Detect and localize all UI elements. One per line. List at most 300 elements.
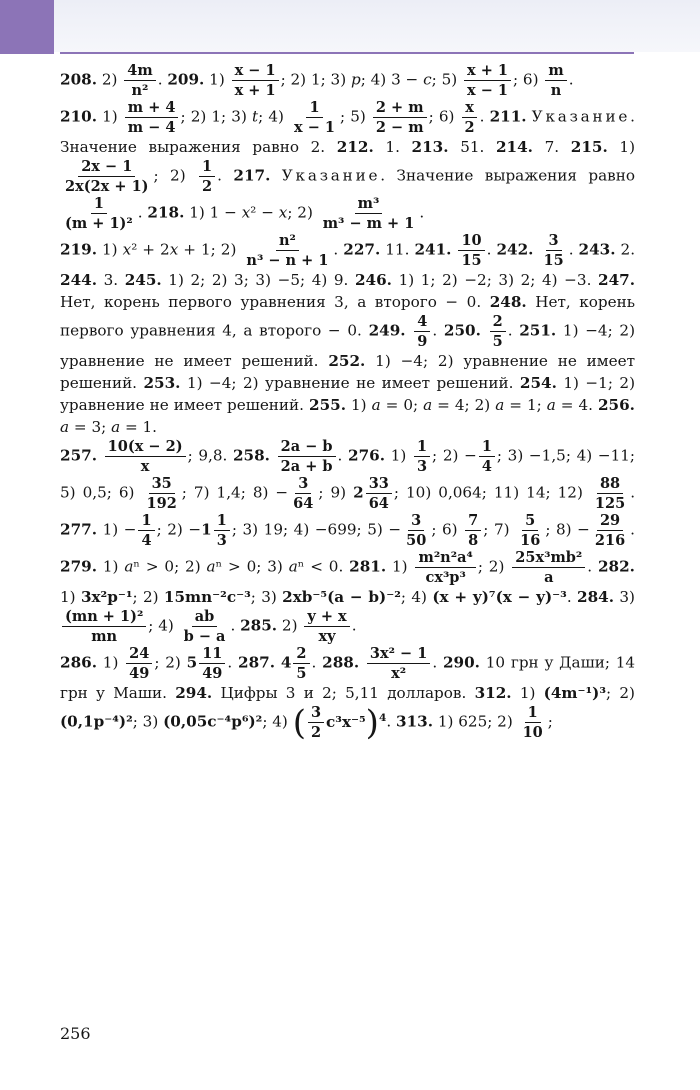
answer-text: 1) − xyxy=(97,520,137,539)
answer-text: a xyxy=(371,396,381,414)
answer-text: . xyxy=(507,321,520,340)
problem-number: 250. xyxy=(443,321,481,340)
fraction xyxy=(126,645,152,682)
answer-text xyxy=(359,654,365,672)
answer-text: ; 2) xyxy=(606,684,635,702)
fraction-numerator: 2a − b xyxy=(278,438,336,457)
parenthesized-power: ( $\frac{3}{2}$ c³x⁻⁵)$^4$ xyxy=(292,702,387,743)
answer-text: ; 4) xyxy=(400,588,433,606)
fraction-denominator: 8 xyxy=(468,532,479,549)
fraction xyxy=(125,99,179,136)
fraction-numerator: 3 xyxy=(408,512,424,531)
answer-text: 2) xyxy=(277,616,303,635)
answer-text: . xyxy=(351,616,357,635)
fraction-numerator: 1 xyxy=(214,512,230,531)
answer-text: ; 3) xyxy=(250,588,283,606)
problem-number: 288. xyxy=(322,653,360,672)
answer-text: 1) xyxy=(511,684,544,702)
answer-text: ; 4) xyxy=(262,712,293,731)
fraction-numerator: ab xyxy=(192,608,218,627)
problem-number: 249. xyxy=(368,321,406,340)
answer-text: a xyxy=(423,396,433,414)
fraction xyxy=(403,512,429,549)
fraction xyxy=(520,704,546,741)
answer-text: . xyxy=(479,107,490,126)
problem-number: 276. xyxy=(348,446,386,465)
fraction-denominator: b − a xyxy=(183,628,226,645)
answer-text: 1) xyxy=(60,588,81,606)
fraction-numerator: 2x − 1 xyxy=(78,158,135,177)
fraction xyxy=(458,232,484,269)
answer-text: ; 10) 0,064; 11) 14; 12) xyxy=(393,483,590,502)
fraction-denominator: 3 xyxy=(416,458,428,475)
problem-number: 215. xyxy=(570,138,608,156)
problem-number: 219. xyxy=(60,240,97,259)
answer-text: . Значение выражения равно xyxy=(380,166,636,185)
answer-text: a xyxy=(124,557,134,576)
answer-text: = 1; xyxy=(504,396,547,414)
fraction-denominator: 9 xyxy=(417,333,428,350)
fraction xyxy=(462,99,478,136)
problem-number: 251. xyxy=(519,321,557,340)
fraction-denominator: 4 xyxy=(141,532,152,549)
fraction xyxy=(517,512,543,549)
answer-text: 1) xyxy=(607,138,635,156)
answer-text: ; 6) xyxy=(428,107,460,126)
answer-text: 1) xyxy=(97,240,123,259)
answer-text: = 0; xyxy=(380,396,424,414)
answer-text: ² − xyxy=(250,203,279,222)
answer-text: ; 2) xyxy=(153,166,198,185)
fraction-denominator: 16 xyxy=(520,532,541,549)
fraction-denominator: 216 xyxy=(594,532,626,549)
fraction xyxy=(304,608,349,645)
answer-text: Указание xyxy=(281,166,381,185)
fraction xyxy=(490,313,506,350)
fraction-numerator: x − 1 xyxy=(232,62,279,81)
fraction xyxy=(278,438,336,475)
answer-text xyxy=(451,241,456,259)
answer-text: 51. xyxy=(448,138,496,156)
answer-text: 3x²p⁻¹ xyxy=(80,588,133,606)
answer-text xyxy=(406,322,413,340)
fraction-numerator: n² xyxy=(276,232,299,251)
answer-text: ; 2) xyxy=(477,557,511,576)
problem-number: 294. xyxy=(175,684,213,702)
fraction-denominator: x + 1 xyxy=(234,82,276,99)
fraction xyxy=(144,475,180,512)
answer-text: ; 9,8. xyxy=(187,446,233,465)
fraction-denominator: 192 xyxy=(146,495,177,512)
answer-text: t xyxy=(251,107,259,126)
problem-number: 290. xyxy=(442,653,480,672)
answer-text: . xyxy=(137,203,148,222)
answer-text: ; 2) − xyxy=(432,446,477,465)
answer-text: 7. xyxy=(532,138,571,156)
answer-text: 1) xyxy=(97,557,125,576)
problem-number: 210. xyxy=(60,107,97,126)
answer-text: ; 6) xyxy=(431,520,464,539)
answer-text: . xyxy=(432,321,444,340)
answer-text: 1) 1 − xyxy=(184,203,242,222)
answer-paragraph xyxy=(60,645,635,741)
fraction-numerator: 11 xyxy=(199,645,225,664)
problem-number: 247. xyxy=(598,271,635,289)
answer-text: 1) xyxy=(386,557,414,576)
answer-text xyxy=(270,447,276,465)
fraction-denominator: x − 1 xyxy=(294,119,335,136)
problem-number: 312. xyxy=(474,684,512,702)
fraction-denominator: 4 xyxy=(481,458,492,475)
fraction xyxy=(62,608,146,645)
answer-text: ; 7) xyxy=(483,520,516,539)
fraction xyxy=(105,438,186,475)
answer-text: 1. xyxy=(373,138,412,156)
problem-number: 209. xyxy=(167,70,205,89)
problem-number: 286. xyxy=(60,653,97,672)
power-exponent: 4 xyxy=(378,710,387,724)
fraction-denominator: 2 − m xyxy=(375,119,424,136)
fraction-denominator: n³ − n + 1 xyxy=(246,252,329,269)
fraction-denominator: cx³p³ xyxy=(425,569,466,586)
answer-text: = 1. xyxy=(120,418,157,436)
fraction-numerator: 3 xyxy=(546,232,562,251)
fraction-denominator: 64 xyxy=(368,495,389,512)
fraction-numerator: 10(x − 2) xyxy=(105,438,186,457)
fraction xyxy=(243,232,331,269)
answer-text: x xyxy=(278,203,288,222)
problem-number: 284. xyxy=(577,588,615,606)
problem-number: 253. xyxy=(143,374,181,392)
fraction-denominator: x − 1 xyxy=(467,82,508,99)
fraction xyxy=(293,645,309,682)
answer-text: a xyxy=(288,557,298,576)
answer-paragraph xyxy=(60,62,635,99)
fraction xyxy=(592,475,628,512)
answer-text: . Значение выражения равно 2. xyxy=(60,107,635,156)
fraction-numerator: 25x³mb² xyxy=(512,549,585,568)
answer-text: . xyxy=(566,588,578,606)
answer-text: ; 4) xyxy=(258,107,290,126)
answer-text: 3. xyxy=(97,271,125,289)
fraction-numerator: 88 xyxy=(597,475,623,494)
answer-text: 11. xyxy=(380,240,415,259)
fraction-numerator: m xyxy=(545,62,566,81)
fraction xyxy=(214,512,230,549)
answer-text: 2. xyxy=(615,240,636,259)
fraction-denominator: 125 xyxy=(594,495,626,512)
fraction xyxy=(541,232,567,269)
fraction-denominator: m³ − m + 1 xyxy=(322,215,415,232)
fraction-numerator: 1 xyxy=(199,158,215,177)
answer-text: x xyxy=(241,203,251,222)
problem-number: 214. xyxy=(495,138,533,156)
fraction xyxy=(138,512,154,549)
fraction-denominator: n xyxy=(550,82,562,99)
answer-text: ; 3) −1,5; 4) −11; 5) 0,5; 6) xyxy=(60,446,636,502)
answer-text: ; 8) − xyxy=(545,520,590,539)
answers-text xyxy=(60,62,635,741)
answer-text: = 4. xyxy=(555,396,598,414)
fraction xyxy=(465,512,481,549)
fraction-denominator: 5 xyxy=(296,665,307,682)
answer-text: 1) 2; 2) 3; 3) −5; 4) 9. xyxy=(161,271,355,289)
answer-text: . xyxy=(337,446,349,465)
fraction-numerator: 2 xyxy=(293,645,309,664)
problem-number: 248. xyxy=(489,293,527,311)
answer-text: 1) −4; 2) уравнение не имеет решений. xyxy=(60,321,636,370)
answer-text: (x + y)⁷(x − y)⁻³ xyxy=(432,588,567,606)
problem-number: 244. xyxy=(60,271,97,289)
fraction-denominator: 2a + b xyxy=(280,458,333,475)
fraction-numerator: 3x² − 1 xyxy=(367,645,430,664)
fraction-denominator: 10 xyxy=(522,724,543,741)
answer-text: ; 2) xyxy=(132,588,164,606)
problem-number: 227. xyxy=(343,240,381,259)
answer-text: 1) xyxy=(204,70,230,89)
fraction xyxy=(199,645,225,682)
answer-text: . xyxy=(568,240,579,259)
answer-text: ; xyxy=(547,712,553,731)
answer-text: . xyxy=(311,653,323,672)
fraction xyxy=(62,195,136,232)
answer-text: . xyxy=(587,557,598,576)
fraction-denominator: mn xyxy=(91,628,118,645)
answer-text: 1) −1; 2) уравнение не имеет решений. xyxy=(60,374,635,414)
fraction xyxy=(199,158,215,195)
answer-paragraph xyxy=(60,232,635,438)
fraction xyxy=(545,62,566,99)
fraction xyxy=(373,99,427,136)
page-number: 256 xyxy=(60,1024,91,1043)
answer-text: x xyxy=(122,240,132,259)
answer-text: 2 xyxy=(353,483,364,502)
header-rule xyxy=(60,52,634,54)
fraction xyxy=(367,645,430,682)
fraction xyxy=(512,549,585,586)
fraction-denominator: 50 xyxy=(406,532,427,549)
fraction xyxy=(181,608,229,645)
fraction xyxy=(62,158,152,195)
answer-text: . xyxy=(230,616,241,635)
fraction xyxy=(592,512,628,549)
answer-text: . xyxy=(486,240,497,259)
fraction xyxy=(464,62,511,99)
problem-number: 285. xyxy=(240,616,278,635)
fraction-denominator: n² xyxy=(131,82,149,99)
answer-text: ; 2) xyxy=(154,653,187,672)
page-header-band xyxy=(0,0,700,52)
fraction-numerator: m²n²a⁴ xyxy=(415,549,475,568)
problem-number: 212. xyxy=(336,138,374,156)
problem-number: 243. xyxy=(578,240,616,259)
answer-text: (0,1p⁻⁴)² xyxy=(60,712,133,731)
answer-text xyxy=(481,322,488,340)
fraction-numerator: 1 xyxy=(138,512,154,531)
answer-text: 2) xyxy=(97,70,123,89)
answer-text: . xyxy=(217,166,234,185)
answer-text: a xyxy=(60,418,70,436)
fraction-numerator: 3 xyxy=(308,704,324,723)
fraction-denominator: m − 4 xyxy=(127,119,176,136)
fraction-denominator: 15 xyxy=(543,252,564,269)
answer-text: . xyxy=(630,483,636,502)
fraction-numerator: 2 + m xyxy=(373,99,427,118)
answer-text: a xyxy=(206,557,216,576)
fraction-numerator: 29 xyxy=(597,512,623,531)
problem-number: 258. xyxy=(232,446,270,465)
answer-text: + 1; 2) xyxy=(178,240,242,259)
answer-text: 3) xyxy=(614,588,635,606)
fraction-numerator: 33 xyxy=(366,475,392,494)
answer-text: 1) xyxy=(385,446,412,465)
answer-text: p xyxy=(350,70,361,89)
fraction-numerator: 4m xyxy=(124,62,155,81)
fraction-denominator: 2 xyxy=(202,178,213,195)
fraction-numerator: m + 4 xyxy=(125,99,179,118)
answer-paragraph xyxy=(60,99,635,232)
answer-text: ; 2) 1; 3) xyxy=(280,70,351,89)
fraction-numerator: 10 xyxy=(458,232,484,251)
answer-text: 2xb⁻⁵(a − b)⁻² xyxy=(282,588,401,606)
problem-number: 252. xyxy=(328,352,366,370)
answer-text: . xyxy=(386,712,396,731)
answer-text: ; 2) 1; 3) xyxy=(180,107,252,126)
answer-text xyxy=(97,447,103,465)
answer-text: 1) xyxy=(97,107,123,126)
answer-text: 15mn⁻²c⁻³ xyxy=(163,588,251,606)
answer-text: ; 3) 19; 4) −699; 5) − xyxy=(231,520,402,539)
answer-text: 1) xyxy=(346,396,372,414)
problem-number: 242. xyxy=(496,240,534,259)
fraction-denominator: (m + 1)² xyxy=(65,215,133,232)
problem-number: 282. xyxy=(597,557,635,576)
answer-text: . xyxy=(432,653,443,672)
fraction-numerator: y + x xyxy=(304,608,349,627)
answer-text: (0,05c⁻⁴p⁶)² xyxy=(163,712,263,731)
answer-text: 1) −4; 2) уравнение не имеет решений. xyxy=(180,374,520,392)
fraction-numerator: (mn + 1)² xyxy=(62,608,146,627)
answer-text: (4m⁻¹)³ xyxy=(543,684,607,702)
fraction xyxy=(414,313,430,350)
answer-text: a xyxy=(111,418,121,436)
answer-text: . xyxy=(227,653,239,672)
problem-number: 208. xyxy=(60,70,97,89)
answer-text: ; 2) − xyxy=(156,520,202,539)
problem-number: 246. xyxy=(354,271,392,289)
answer-text: Цифры 3 и 2; 5,11 долларов. xyxy=(212,684,475,702)
fraction-denominator: x² xyxy=(391,665,407,682)
problem-number: 257. xyxy=(60,446,97,465)
problem-number: 255. xyxy=(309,396,346,414)
fraction xyxy=(320,195,418,232)
problem-number: 245. xyxy=(124,271,162,289)
problem-number: 279. xyxy=(60,557,97,576)
corner-accent-tab xyxy=(0,0,54,54)
fraction xyxy=(366,475,392,512)
fraction xyxy=(308,704,324,741)
fraction-denominator: 49 xyxy=(202,665,223,682)
fraction-denominator: a xyxy=(544,569,554,586)
fraction-denominator: 3 xyxy=(216,532,227,549)
fraction-numerator: 35 xyxy=(149,475,175,494)
answer-text: Указание xyxy=(531,107,631,126)
answer-text xyxy=(270,167,281,185)
power-base-tail: c³x⁻⁵ xyxy=(326,712,366,731)
answer-text: a xyxy=(546,396,556,414)
answer-text: 1) 625; 2) xyxy=(433,712,518,731)
answer-text: ; 7) 1,4; 8) − xyxy=(181,483,289,502)
fraction xyxy=(415,549,475,586)
answer-text: 1) xyxy=(97,653,125,672)
answer-text: . xyxy=(157,70,168,89)
answer-text: ; 4) 3 − xyxy=(360,70,424,89)
problem-number: 256. xyxy=(597,396,635,414)
answer-text: a xyxy=(495,396,505,414)
answer-text: ; 4) xyxy=(148,616,179,635)
answer-text: Нет, корень первого уравнения 4, а второго − 0. xyxy=(60,293,635,340)
answer-text: ; 2) xyxy=(287,203,318,222)
fraction-denominator: xy xyxy=(318,628,336,645)
answer-text: ⁿ > 0; 2) xyxy=(133,557,207,576)
fraction xyxy=(291,99,338,136)
answer-text: Нет, корень первого уравнения 3, а второго − 0. xyxy=(60,293,490,311)
fraction-numerator: 24 xyxy=(126,645,152,664)
fraction xyxy=(479,438,495,475)
problem-number: 211. xyxy=(489,107,527,126)
fraction-numerator: 1 xyxy=(306,99,322,118)
fraction-denominator: 5 xyxy=(492,333,503,350)
fraction-numerator: 5 xyxy=(522,512,538,531)
fraction-numerator: 1 xyxy=(479,438,495,457)
problem-number: 218. xyxy=(147,203,185,222)
answer-text: ; 9) xyxy=(318,483,354,502)
answer-text: ; 6) xyxy=(512,70,544,89)
problem-number: 281. xyxy=(349,557,387,576)
answer-text: ² + 2 xyxy=(131,240,170,259)
problem-number: 313. xyxy=(396,712,433,731)
fraction-numerator: 4 xyxy=(414,313,430,332)
answer-text: = 3; xyxy=(69,418,112,436)
answer-text: x xyxy=(169,240,179,259)
answer-text: 1) 1; 2) −2; 3) 2; 4) −3. xyxy=(391,271,598,289)
answer-text: 1) −4; 2) уравнение не имеет решений. xyxy=(60,352,635,392)
fraction xyxy=(290,475,316,512)
answer-text: ⁿ < 0. xyxy=(297,557,350,576)
answer-text: . xyxy=(568,70,574,89)
answer-text: ; 3) xyxy=(132,712,164,731)
answer-text xyxy=(533,241,538,259)
problem-number: 241. xyxy=(414,240,452,259)
answer-text: 10 грн у Даши; 14 грн у Маши. xyxy=(60,653,636,702)
answer-text: = 4; 2) xyxy=(432,396,496,414)
fraction xyxy=(414,438,430,475)
fraction-denominator: 2x(2x + 1) xyxy=(65,178,149,195)
problem-number: 213. xyxy=(411,138,449,156)
answer-text: 1 xyxy=(201,520,212,539)
problem-number: 254. xyxy=(519,374,557,392)
answer-text: ; 5) xyxy=(340,107,371,126)
fraction xyxy=(232,62,279,99)
fraction-numerator: m³ xyxy=(355,195,383,214)
fraction-denominator: 2 xyxy=(310,724,322,741)
fraction-denominator: 64 xyxy=(293,495,314,512)
fraction-numerator: 1 xyxy=(525,704,541,723)
fraction-denominator: x xyxy=(140,458,150,475)
answer-text: . xyxy=(419,203,425,222)
answer-text: 4 xyxy=(280,653,292,672)
fraction-denominator: 49 xyxy=(129,665,150,682)
